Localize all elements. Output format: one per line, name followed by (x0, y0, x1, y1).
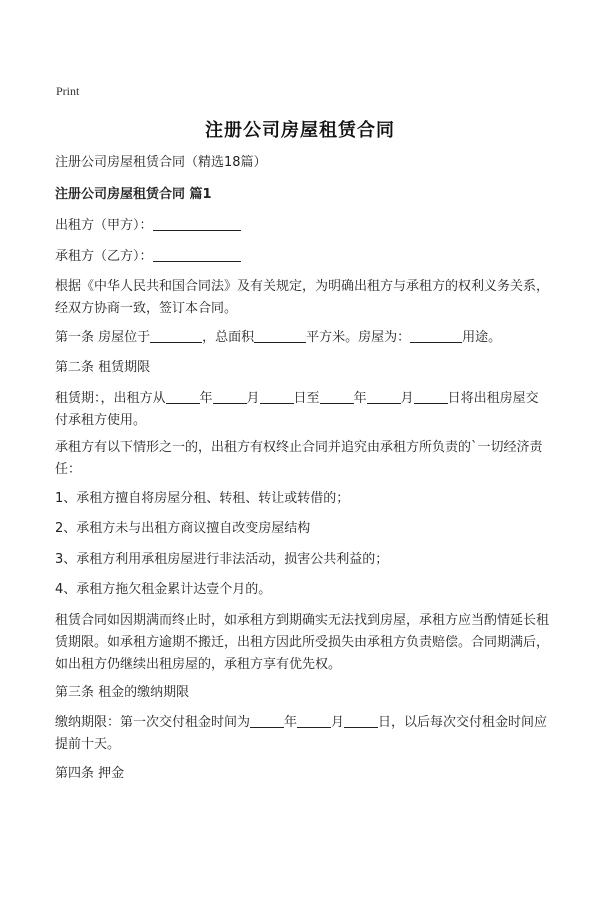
lease-month2-text: 月 (400, 391, 414, 406)
payment-year-blank (250, 713, 284, 728)
lessor-line (55, 215, 550, 237)
start-year-blank (166, 389, 200, 404)
end-year-blank (320, 389, 354, 404)
area-blank (254, 328, 306, 343)
lessor-label: 出租方（甲方）： (55, 218, 153, 233)
document-title: 注册公司房屋租赁合同 (205, 120, 395, 141)
article1-part1: 第一条 房屋位于 (55, 330, 151, 345)
document-subtitle: 注册公司房屋租赁合同（精选18篇） (55, 155, 267, 170)
list-item: 4、承租方拖欠租金累计达壹个月的。 (55, 582, 272, 597)
termination-intro: 承租方有以下情形之一的，出租方有权终止合同并追究由承租方所负责的`一切经济责任： (55, 440, 543, 477)
article4-heading: 第四条 押金 (55, 766, 125, 781)
payment-day-blank (344, 713, 378, 728)
end-day-blank (414, 389, 448, 404)
section-heading: 注册公司房屋租赁合同 篇1 (55, 187, 212, 202)
lease-day1-text: 日至 (293, 391, 320, 406)
list-item: 2、承租方未与出租方商议擅自改变房屋结构 (55, 521, 311, 536)
article1-part4: 用途。 (462, 330, 502, 345)
payment-month-text: 月 (331, 715, 345, 730)
start-day-blank (260, 389, 294, 404)
article1-part2: ，总面积 (202, 330, 255, 345)
lease-period-paragraph (55, 388, 550, 432)
intro-paragraph: 根据《中华人民共和国合同法》及有关规定，为明确出租方与承租方的权利义务关系，经双方协商一致，签订本合同。 (55, 279, 550, 316)
payment-part1: 缴纳期限：第一次交付租金时间为 (55, 715, 251, 730)
location-blank (150, 328, 202, 343)
lessee-line (55, 246, 550, 268)
lessee-blank (153, 247, 241, 262)
lease-month1-text: 月 (246, 391, 260, 406)
list-item: 1、承租方擅自将房屋分租、转租、转让或转借的； (55, 491, 350, 506)
start-month-blank (213, 389, 247, 404)
article3-heading: 第三条 租金的缴纳期限 (55, 685, 190, 700)
lease-period-part2: 日将出租房屋交付承租方使用。 (55, 391, 539, 428)
payment-part2: 日，以后每次交付租金时间应提前十天。 (55, 715, 548, 752)
usage-blank (410, 328, 462, 343)
article1-paragraph (55, 327, 550, 349)
lessor-blank (153, 216, 241, 231)
payment-paragraph (55, 712, 550, 756)
article2-heading: 第二条 租赁期限 (55, 360, 151, 375)
lease-year1-text: 年 (199, 391, 213, 406)
article1-part3: 平方米。房屋为： (306, 330, 411, 345)
list-item: 3、承租方利用承租房屋进行非法活动，损害公共利益的； (55, 552, 389, 567)
lease-year2-text: 年 (353, 391, 367, 406)
payment-year-text: 年 (284, 715, 298, 730)
payment-month-blank (297, 713, 331, 728)
print-label[interactable]: Print (56, 84, 80, 98)
end-month-blank (367, 389, 401, 404)
expiry-paragraph: 租赁合同如因期满而终止时，如承租方到期确实无法找到房屋，承租方应当酌情延长租赁期限。如承租方逾期不搬迁，出租方因此所受损失由承租方负责赔偿。合同期满后，如出租方仍继续出租房屋的，承租方享有优先权。 (55, 613, 550, 672)
lessee-label: 承租方（乙方）： (55, 249, 153, 264)
lease-period-part1: 租赁期：，出租方从 (55, 391, 166, 406)
